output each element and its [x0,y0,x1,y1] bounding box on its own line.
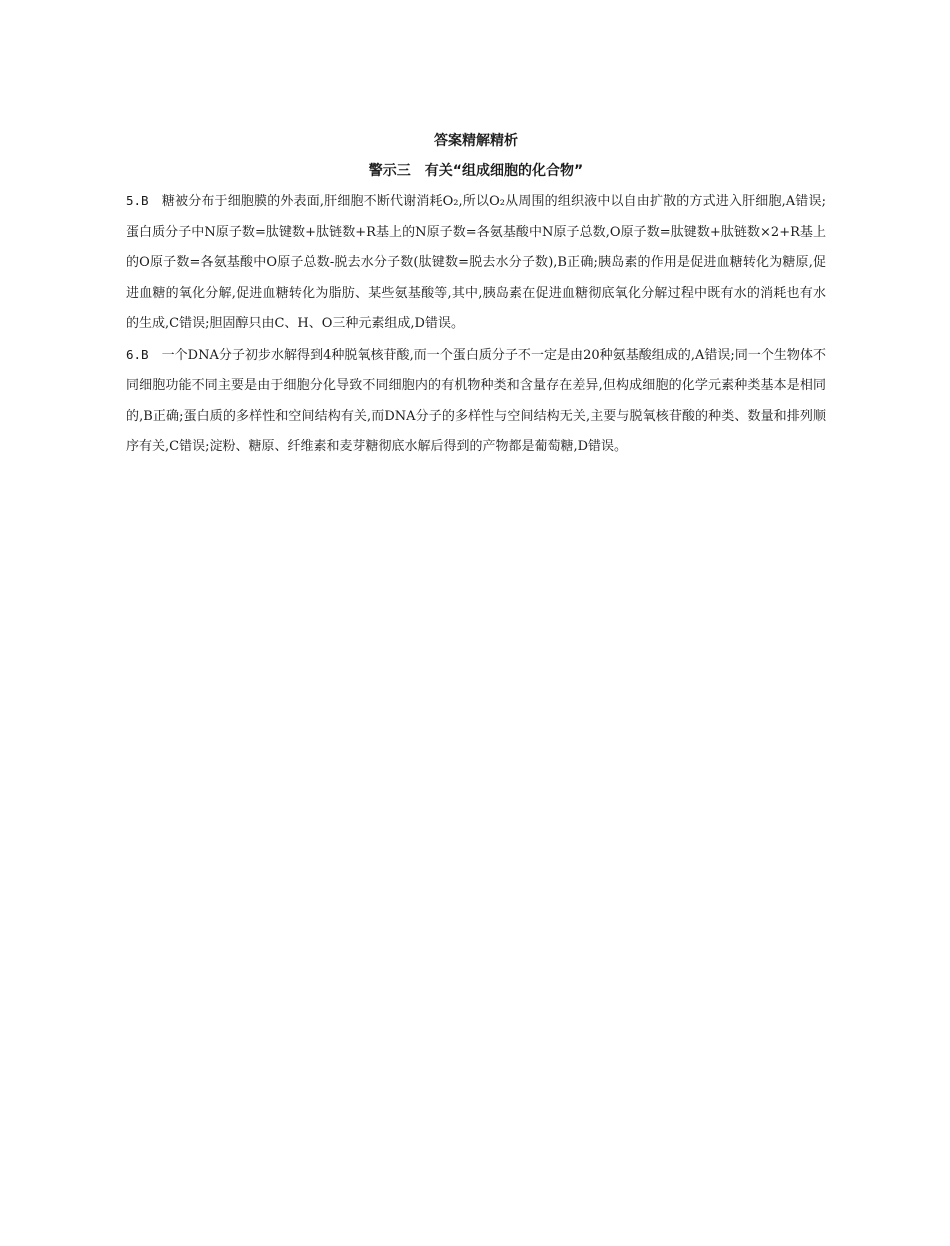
answer-label: 5.B [126,193,149,208]
answer-sheet-page [126,126,826,463]
answer-explanation: 糖被分布于细胞膜的外表面,肝细胞不断代谢消耗O₂,所以O₂从周围的组织液中以自由扩散的方式进入肝细胞,A错误;蛋白质分子中N原子数=肽键数+肽链数+R基上的N原子数=各氨基酸中N原子总数,O原子数=肽键数+肽链数×2+R基上的O原子数=各氨基酸中O原子总数-脱去水分子数(肽键数=脱去水分子数),B正确;胰岛素的作用是促进血糖转化为糖原,促进血糖的氧化分解,促进血糖转化为脂肪、某些氨基酸等,其中,胰岛素在促进血糖彻底氧化分解过程中既有水的消耗也有水的生成,C错误;胆固醇只由C、H、O三种元素组成,D错误。 [126,194,826,331]
answer-item-6 [126,340,826,463]
section-heading: 警示三 有关“组成细胞的化合物” [368,163,584,179]
answer-item-5 [126,186,826,340]
answer-label: 6.B [126,346,149,362]
answer-explanation: 一个DNA分子初步水解得到4种脱氧核苷酸,而一个蛋白质分子不一定是由20种氨基酸组成的,A错误;同一个生物体不同细胞功能不同主要是由于细胞分化导致不同细胞内的有机物种类和含量存在差异,但构成细胞的化学元素种类基本是相同的,B正确;蛋白质的多样性和空间结构有关,而DNA分子的多样性与空间结构无关,主要与脱氧核苷酸的种类、数量和排列顺序有关,C错误;淀粉、糖原、纤维素和麦芽糖彻底水解后得到的产物都是葡萄糖,D错误。 [126,347,826,454]
page-title: 答案精解精析 [434,133,518,149]
